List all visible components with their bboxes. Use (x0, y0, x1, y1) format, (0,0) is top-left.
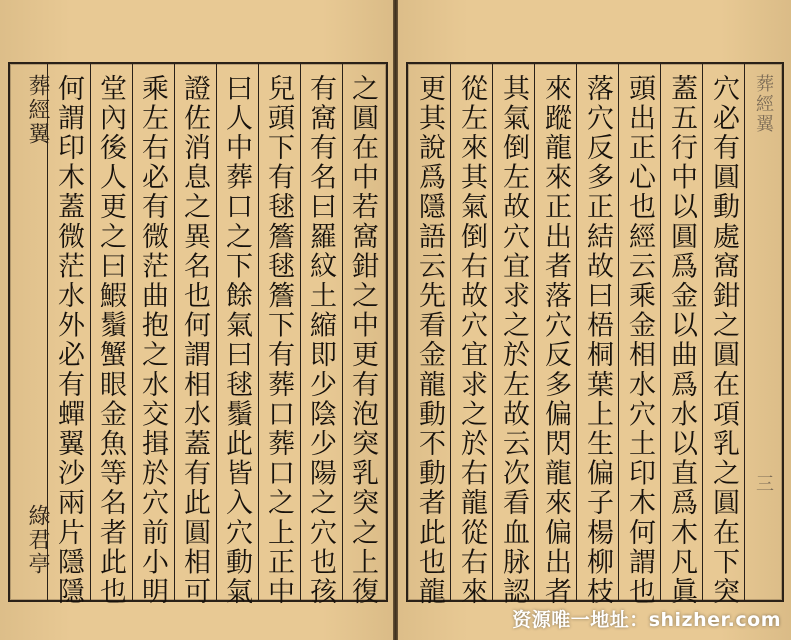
left-text-frame (8, 62, 388, 607)
column-rule (702, 64, 703, 600)
column-rule (492, 64, 493, 600)
watermark-text: 资源唯一地址：shizher.com (512, 609, 781, 631)
margin-studio-name: 綠君亭 (25, 504, 50, 576)
column-rule (660, 64, 661, 600)
text-column: 堂內後人更之曰鰕鬚蟹眼金魚等名者此也 (95, 74, 126, 607)
column-rule (258, 64, 259, 600)
text-column: 來蹤龍來正出者落穴反多偏閃龍來偏出者 (540, 74, 571, 607)
right-margin-book-title: 葬經翼 (753, 74, 774, 134)
text-column: 其氣倒左故穴宜求之於左故云次看血脉認 (498, 74, 529, 607)
column-rule (342, 64, 343, 600)
column-rule (132, 64, 133, 600)
margin-book-title: 葬經翼 (25, 74, 50, 146)
column-rule (450, 64, 451, 600)
column-rule (744, 64, 745, 600)
text-column: 落穴反多正結故曰梧桐葉上生偏子楊柳枝 (582, 74, 613, 607)
column-rule (300, 64, 301, 600)
column-rule (618, 64, 619, 600)
text-column: 證佐消息之異名也何謂相水蓋有此圓相可 (179, 74, 210, 607)
text-column: 何謂印木蓋微茫水外必有蟬翼沙兩片隱隱 (53, 74, 84, 607)
column-rule (216, 64, 217, 600)
right-text-frame (406, 62, 784, 607)
text-column: 更其說爲隱語云先看金龍動不動者此也龍 (414, 74, 445, 607)
column-rule (576, 64, 577, 600)
column-rule (534, 64, 535, 600)
text-column: 曰人中葬口之下餘氣曰毬鬚此皆入穴動氣 (221, 74, 252, 607)
text-column: 頭出正心也經云乘金相水穴土印木何謂也 (624, 74, 655, 607)
right-margin-page-number: 三 (753, 474, 774, 494)
left-page (0, 0, 393, 640)
text-column: 之圓在中若窩鉗之中更有泡突乳突之上復 (347, 74, 378, 607)
text-column: 乘左右必有微茫曲抱之水交揖於穴前小明 (137, 74, 168, 607)
column-rule (174, 64, 175, 600)
text-column: 穴必有圓動處窩鉗之圓在項乳之圓在下突 (708, 74, 739, 607)
text-column: 兒頭下有毬簷毬簷下有葬口葬口之上正中 (263, 74, 294, 607)
text-column: 有窩有名曰羅紋土縮即少陰少陽之穴也孩 (305, 74, 336, 607)
text-column: 從左來其氣倒右故穴宜求之於右龍從右來 (456, 74, 487, 607)
column-rule (90, 64, 91, 600)
text-column: 蓋五行中以圓爲金以曲爲水以直爲木凡眞 (666, 74, 697, 607)
